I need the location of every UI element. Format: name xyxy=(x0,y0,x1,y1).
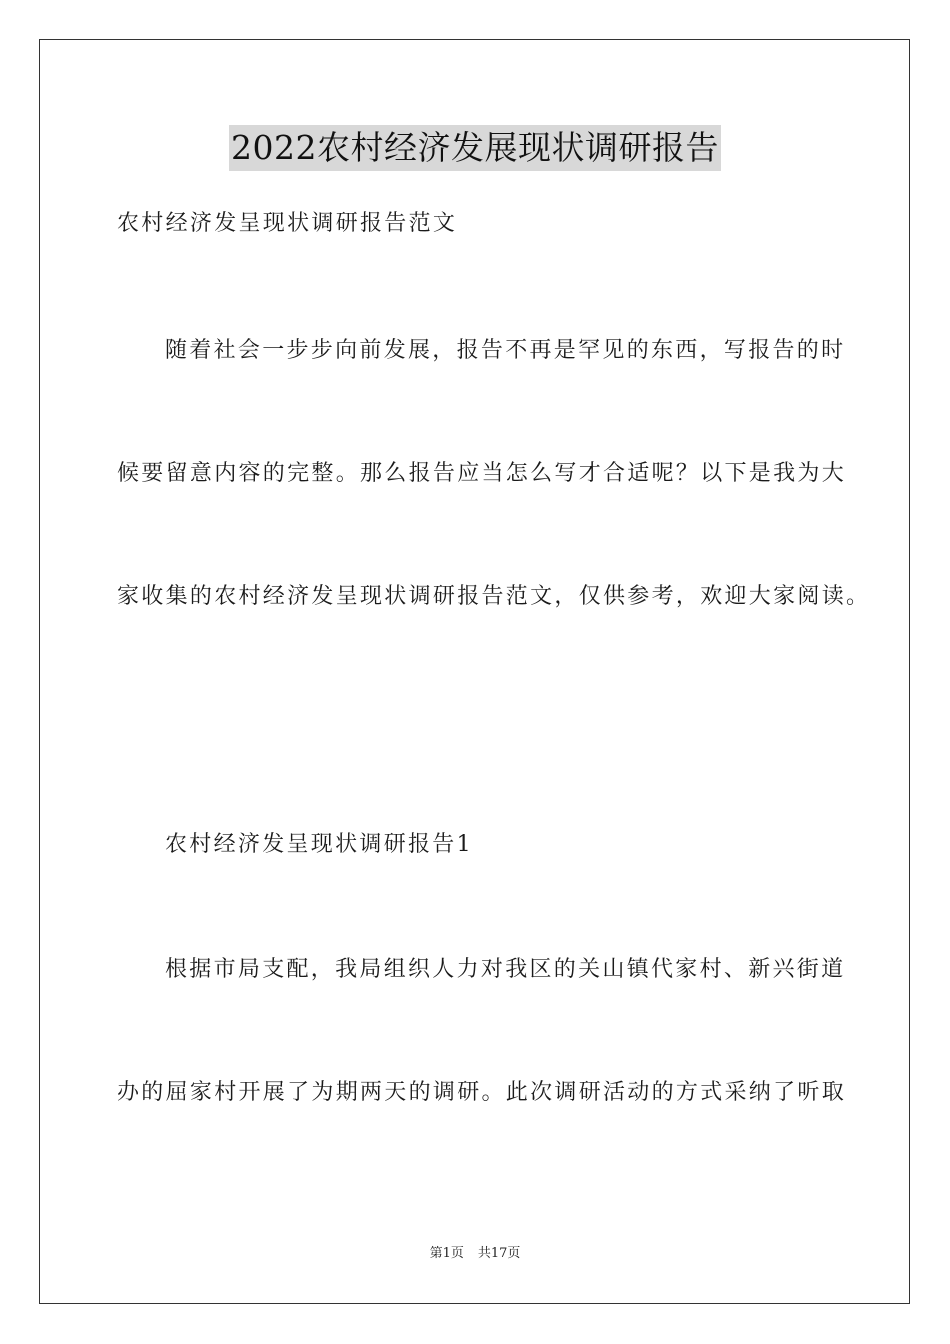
paragraph-1-line-3: 家收集的农村经济发呈现状调研报告范文，仅供参考，欢迎大家阅读。 xyxy=(117,584,871,609)
paragraph-1-line-2: 候要留意内容的完整。那么报告应当怎么写才合适呢？以下是我为大 xyxy=(117,461,847,486)
paragraph-2-line-2: 办的屈家村开展了为期两天的调研。此次调研活动的方式采纳了听取 xyxy=(117,1080,847,1105)
paragraph-2-line-1: 根据市局支配，我局组织人力对我区的关山镇代家村、新兴街道 xyxy=(165,957,846,982)
page-footer xyxy=(0,1245,950,1263)
page-number-current: 第1页 xyxy=(429,1246,464,1261)
page-number-total: 共17页 xyxy=(477,1246,521,1261)
title-container xyxy=(0,125,950,171)
document-title: 2022农村经济发展现状调研报告 xyxy=(229,125,721,171)
section-heading: 农村经济发呈现状调研报告1 xyxy=(165,832,473,857)
document-subtitle: 农村经济发呈现状调研报告范文 xyxy=(117,211,458,236)
paragraph-1-line-1: 随着社会一步步向前发展，报告不再是罕见的东西，写报告的时 xyxy=(165,338,846,363)
